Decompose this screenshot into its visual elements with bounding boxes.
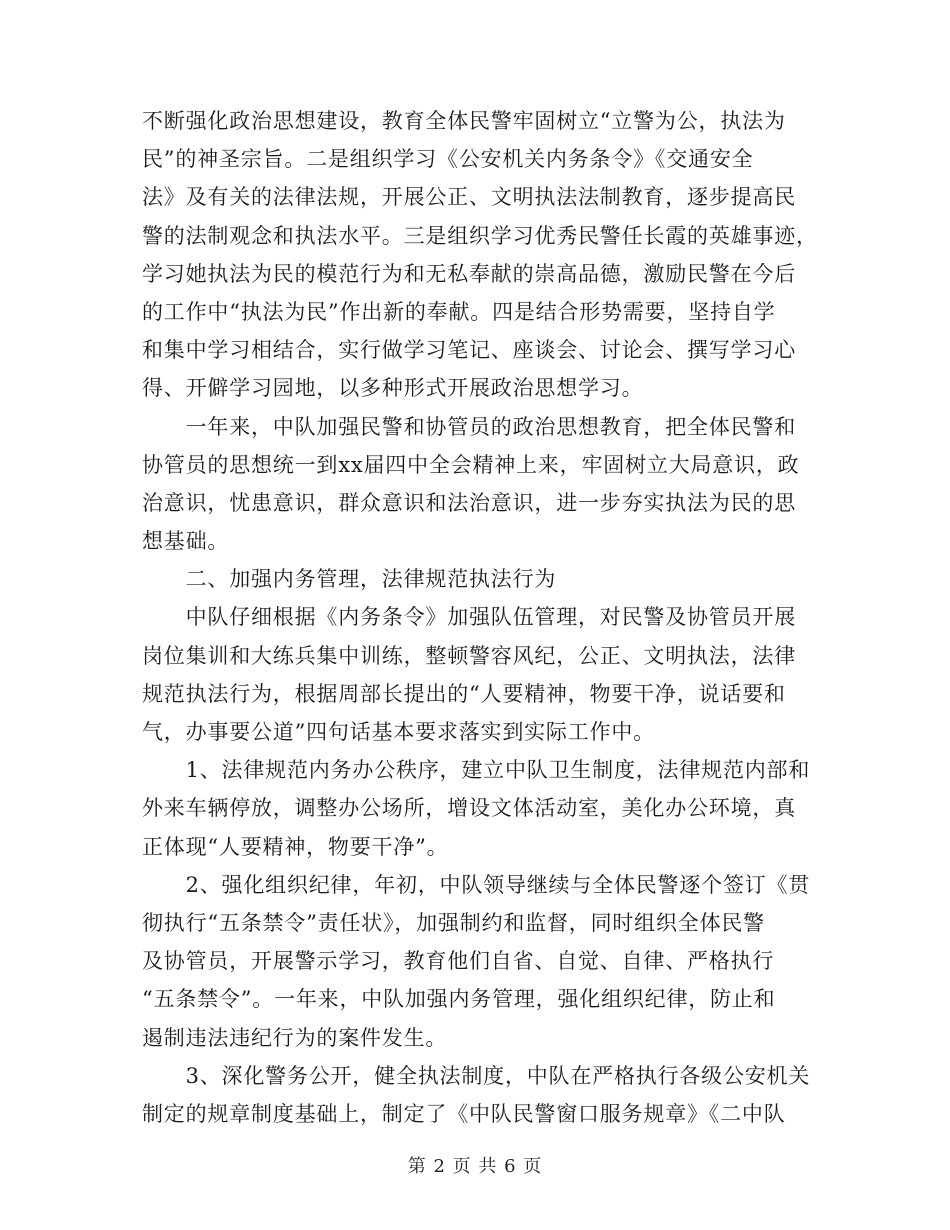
text-line: 3、深化警务公开，健全执法制度，中队在严格执行各级公安机关 (142, 1063, 811, 1088)
document-body (142, 102, 818, 1133)
text-line: 协管员的思想统一到xx届四中全会精神上来，牢固树立大局意识，政 (142, 452, 800, 477)
text-line: 和集中学习相结合，实行做学习笔记、座谈会、讨论会、撰写学习心 (142, 338, 796, 363)
text-line: 制定的规章制度基础上，制定了《中队民警窗口服务规章》《二中队 (142, 1101, 786, 1126)
text-line: 学习她执法为民的模范行为和无私奉献的崇高品德，激励民警在今后 (142, 261, 796, 286)
text-line: 岗位集训和大练兵集中训练，整顿警容风纪，公正、文明执法，法律 (142, 643, 796, 668)
text-line: 法》及有关的法律法规，开展公正、文明执法法制教育，逐步提高民 (142, 185, 796, 210)
text-line: 治意识，忧患意识，群众意识和法治意识，进一步夯实执法为民的思 (142, 490, 796, 515)
text-line: 一年来，中队加强民警和协管员的政治思想教育，把全体民警和 (142, 414, 796, 439)
text-line: 彻执行“五条禁令”责任状》，加强制约和监督，同时组织全体民警 (142, 910, 765, 935)
text-line: 规范执法行为，根据周部长提出的“人要精神，物要干净，说话要和 (142, 681, 786, 706)
text-line: 警的法制观念和执法水平。三是组织学习优秀民警任长霞的英雄事迹， (142, 223, 818, 248)
text-line: “五条禁令”。一年来，中队加强内务管理，强化组织纪律，防止和 (142, 987, 776, 1012)
text-line: 不断强化政治思想建设，教育全体民警牢固树立“立警为公，执法为 (142, 109, 786, 133)
page-number-footer: 第 2 页 共 6 页 (407, 1156, 543, 1177)
text-line: 1、法律规范内务办公秩序，建立中队卫生制度，法律规范内部和 (142, 758, 811, 783)
text-line: 遏制违法违纪行为的案件发生。 (142, 1025, 448, 1050)
text-line: 想基础。 (142, 529, 230, 554)
text-line: 中队仔细根据《内务条令》加强队伍管理，对民警及协管员开展 (142, 605, 796, 630)
text-line: 得、开僻学习园地，以多种形式开展政治思想学习。 (142, 376, 644, 401)
text-line: 外来车辆停放，调整办公场所，增设文体活动室，美化办公环境，真 (142, 796, 796, 821)
text-line: 气，办事要公道”四句话基本要求落实到实际工作中。 (142, 720, 655, 744)
text-line: 正体现“人要精神，物要干净”。 (142, 834, 449, 859)
text-line: 的工作中“执法为民”作出新的奉献。四是结合形势需要，坚持自学 (142, 299, 776, 324)
text-line: 2、强化组织纪律，年初，中队领导继续与全体民警逐个签订《贯 (142, 872, 811, 897)
text-line: 民”的神圣宗旨。二是组织学习《公安机关内务条令》《交通安全 (142, 147, 754, 172)
section-heading: 二、加强内务管理，法律规范执法行为 (142, 567, 557, 592)
text-line: 及协管员，开展警示学习，教育他们自省、自觉、自律、严格执行 (142, 949, 775, 974)
